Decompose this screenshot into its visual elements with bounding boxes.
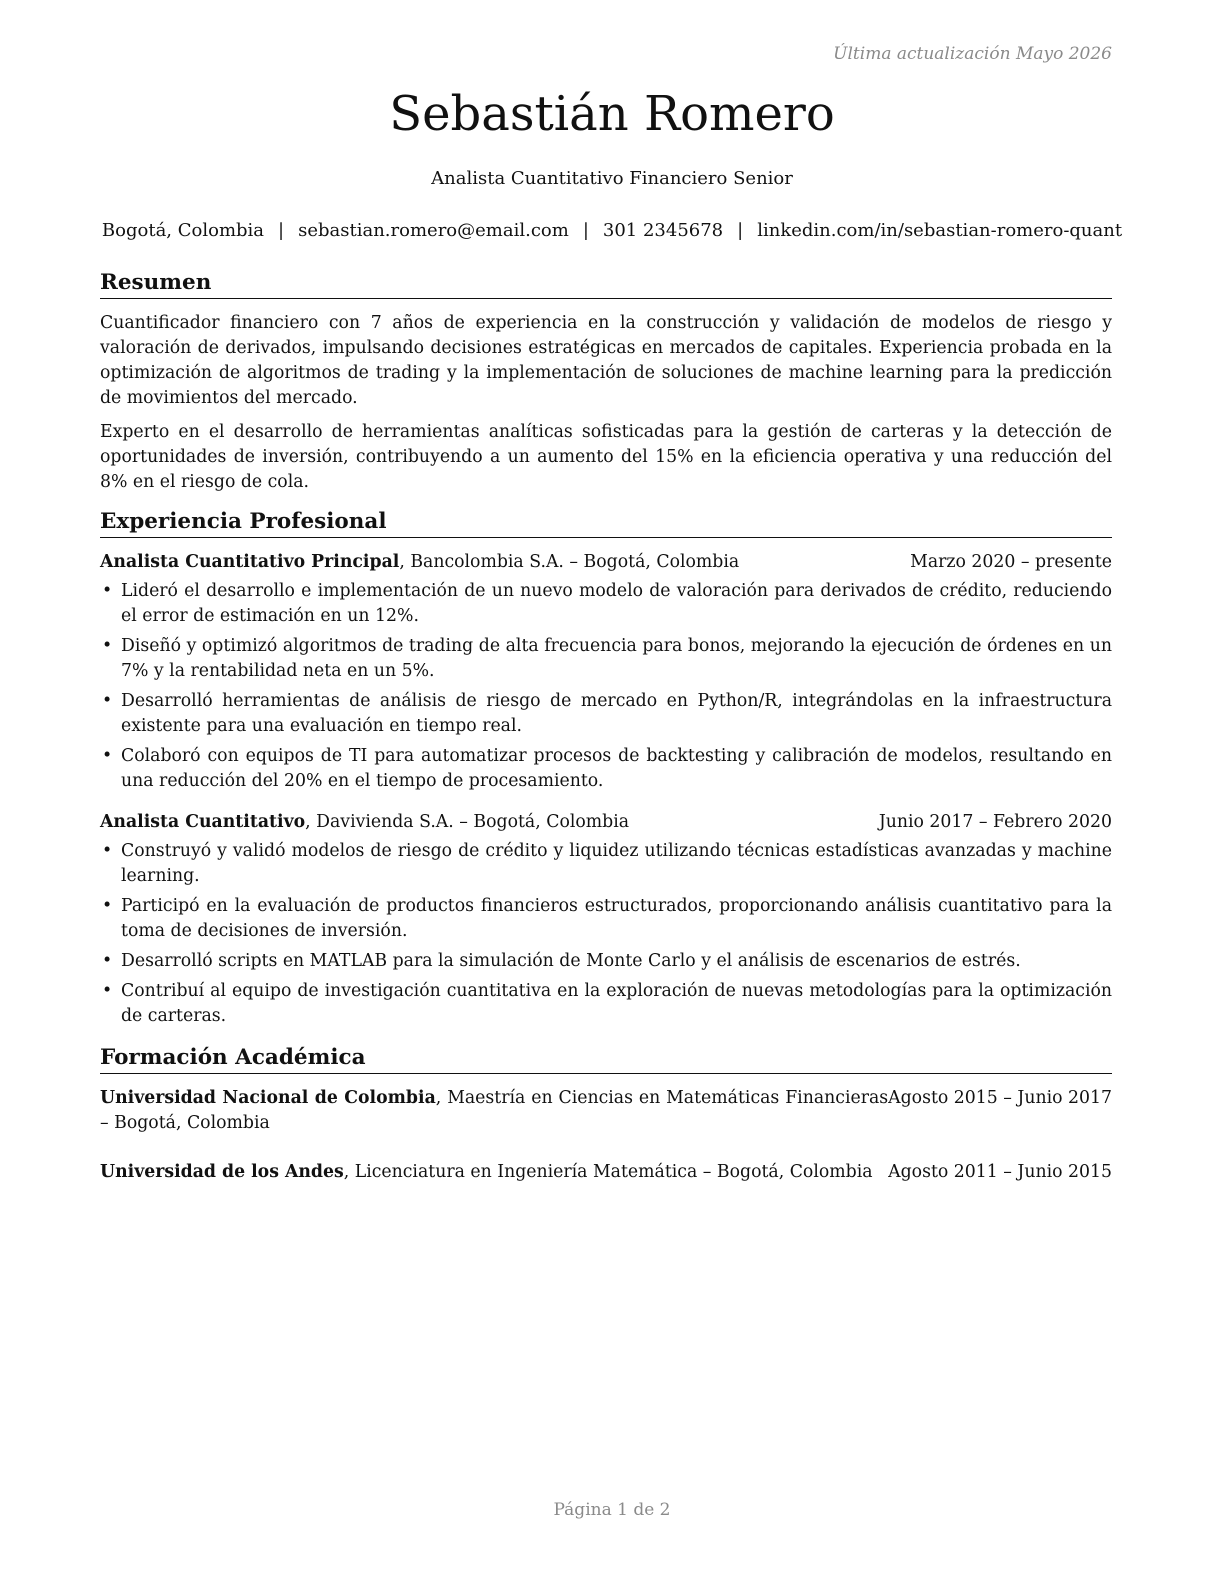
education-description (100, 1160, 873, 1185)
education-institution: Universidad de los Andes (100, 1162, 344, 1182)
candidate-title: Analista Cuantitativo Financiero Senior (431, 168, 793, 189)
contact-linkedin[interactable]: linkedin.com/in/sebastian-romero-quant (757, 220, 1123, 241)
job-role: Analista Cuantitativo (100, 812, 306, 832)
job-role: Analista Cuantitativo Principal (100, 552, 400, 572)
page-number: Página 1 de 2 (553, 1500, 671, 1520)
contact-separator: | (582, 220, 589, 241)
education-detail: , Licenciatura en Ingeniería Matemática – Bogotá, Colombia (343, 1162, 873, 1182)
contact-email[interactable]: sebastian.romero@email.com (298, 220, 569, 241)
job-bullet: • Diseñó y optimizó algoritmos de trading de alta frecuencia para bonos, mejorando la ejecución de órdenes en un 7% y la rentabilidad neta en un 5%. (100, 634, 1112, 684)
job-header (100, 550, 1112, 575)
job-dates: Marzo 2020 – presente (910, 552, 1112, 572)
summary-section (100, 270, 1112, 495)
job-bullet: • Desarrolló herramientas de análisis de riesgo de mercado en Python/R, integrándolas en la infraestructura existente para una evaluación en tiempo real. (100, 689, 1112, 739)
job-company: , Bancolombia S.A. – Bogotá, Colombia (399, 552, 740, 572)
candidate-name: Sebastián Romero (389, 86, 835, 142)
summary-heading: Resumen (100, 270, 1112, 299)
job-bullet: • Lideró el desarrollo e implementación de un nuevo modelo de valoración para derivados de crédito, reduciendo el error de estimación en un 12%. (100, 579, 1112, 629)
job-company: , Davivienda S.A. – Bogotá, Colombia (305, 812, 630, 832)
job-bullet: • Desarrolló scripts en MATLAB para la simulación de Monte Carlo y el análisis de escenarios de estrés. (100, 949, 1112, 974)
education-entry (100, 1160, 1112, 1185)
job-bullets (100, 839, 1112, 1029)
job-bullet: • Construyó y validó modelos de riesgo de crédito y liquidez utilizando técnicas estadísticas avanzadas y machine learning. (100, 839, 1112, 889)
job-bullet: • Colaboró con equipos de TI para automatizar procesos de backtesting y calibración de modelos, resultando en una reducción del 20% en el tiempo de procesamiento. (100, 744, 1112, 794)
contact-location: Bogotá, Colombia (101, 220, 265, 241)
education-heading: Formación Académica (100, 1045, 1112, 1074)
job-entry (100, 550, 1112, 794)
job-bullets (100, 579, 1112, 794)
job-header (100, 810, 1112, 835)
job-bullet: • Participó en la evaluación de productos financieros estructurados, proporcionando análisis cuantitativo para la toma de decisiones de inversión. (100, 894, 1112, 944)
summary-paragraph: Cuantificador financiero con 7 años de experiencia en la construcción y validación de modelos de riesgo y valoración de derivados, impulsando decisiones estratégicas en mercados de capitales. Experiencia probada en la optimización de algoritmos de trading y la implementación de soluciones de machine learning para la predicción de movimientos del mercado. (100, 313, 1112, 408)
last-updated: Última actualización Mayo 2026 (833, 44, 1112, 64)
education-dates: Agosto 2015 – Junio 2017 (888, 1088, 1112, 1108)
education-institution: Universidad Nacional de Colombia (100, 1088, 436, 1108)
job-dates: Junio 2017 – Febrero 2020 (878, 812, 1112, 832)
contact-separator: | (278, 220, 285, 241)
job-title-line (100, 810, 629, 835)
contact-separator: | (737, 220, 744, 241)
contact-line (0, 220, 1224, 241)
education-detail: , Maestría en Ciencias en Matemáticas Financieras – Bogotá, Colombia (100, 1088, 889, 1133)
education-dates: Agosto 2011 – Junio 2015 (888, 1162, 1112, 1182)
contact-phone: 301 2345678 (602, 220, 724, 241)
experience-heading: Experiencia Profesional (100, 509, 1112, 538)
summary-paragraph: Experto en el desarrollo de herramientas analíticas sofisticadas para la gestión de carteras y la detección de oportunidades de inversión, contribuyendo a un aumento del 15% en la eficiencia operativa y una reducción del 8% en el riesgo de cola. (100, 422, 1112, 492)
job-title-line (100, 550, 739, 575)
experience-section (100, 509, 1112, 1029)
job-bullet: • Contribuí al equipo de investigación cuantitativa en la exploración de nuevas metodologías para la optimización de carteras. (100, 979, 1112, 1029)
education-entry (100, 1086, 1112, 1136)
job-entry (100, 810, 1112, 1029)
resume-content (100, 270, 1112, 1209)
education-description (100, 1086, 888, 1136)
education-section (100, 1045, 1112, 1185)
